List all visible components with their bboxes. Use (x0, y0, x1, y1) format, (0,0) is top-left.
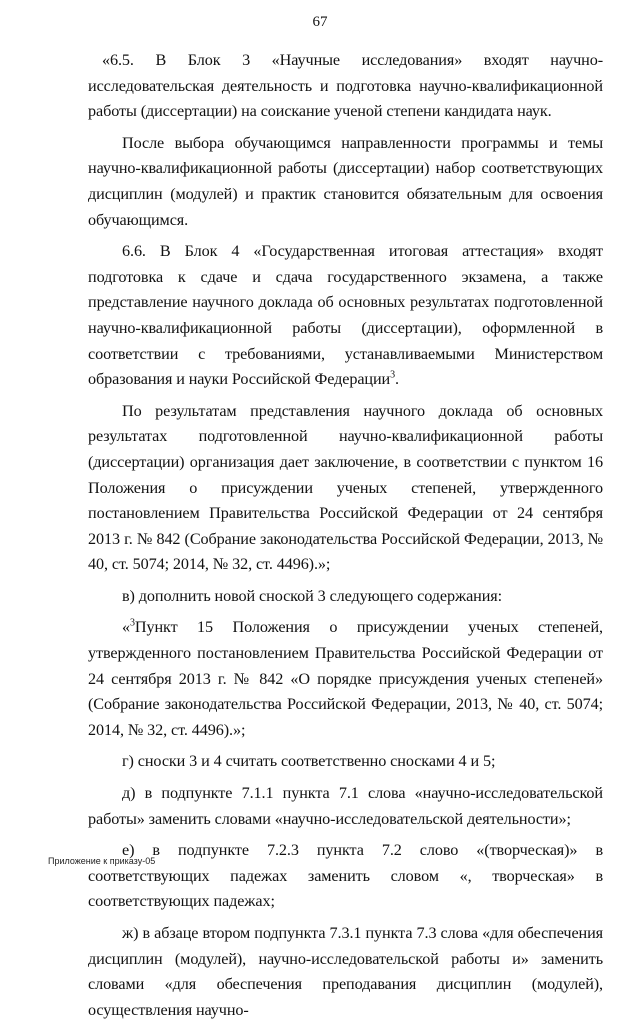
page-number: 67 (312, 14, 328, 30)
footer-note: Приложение к приказу-05 (48, 856, 156, 866)
paragraph-amendment-g: г) сноски 3 и 4 считать соответственно сносками 4 и 5; (122, 752, 496, 771)
paragraph-amendment-e: е) в подпункте 7.2.3 пункта 7.2 слово «(творческая)» в соответствующих падежах заменить словом «, творческая» в соответствующих падежах; (88, 841, 603, 911)
paragraph-amendment-d: д) в подпункте 7.1.1 пункта 7.1 слова «научно-исследовательской работы» заменить словами «научно-исследовательской деятельности»; (88, 784, 603, 828)
paragraph-conclusion: По результатам представления научного доклада об основных результатах подготовленной научно-квалификационной работы (диссертации) организация дает заключение, в соответствии с пунктом 16 Положения о присуждении ученых степеней, утвержденного постановлением Правительства Российской Федерации от 24 сентября 2013 г. № 842 (Собрание законодательства Российской Федерации, 2013, № 40, ст. 5074; 2014, № 32, ст. 4496).»; (88, 401, 603, 574)
paragraph-amendment-zh: ж) в абзаце втором подпункта 7.3.1 пункта 7.3 слова «для обеспечения дисциплин (модулей), научно-исследовательской работы и» заменить словами «для обеспечения преподавания дисциплин (модулей), осуществления научно- (88, 924, 603, 1019)
paragraph-direction-choice: После выбора обучающимся направленности программы и темы научно-квалификационной работы (диссертации) набор соответствующих дисциплин (модулей) и практик становится обязательным для освоения обучающимся. (88, 133, 603, 229)
paragraph-6-5: «6.5. В Блок 3 «Научные исследования» входят научно-исследовательская деятельность и подготовка научно-квалификационной работы (диссертации) на соискание ученой степени кандидата наук. (88, 51, 603, 121)
footnote-mark: 3 (130, 618, 135, 630)
footnote-open-quote: « (122, 618, 130, 637)
paragraph-amendment-v: в) дополнить новой сноской 3 следующего содержания: (122, 586, 503, 605)
footnote-body: Пункт 15 Положения о присуждении ученых степеней, утвержденного постановлением Правительства Российской Федерации от 24 сентября 2013 г. № 842 «О порядке присуждения ученых степеней» (Собрание законодательства Российской Федерации, 2013, № 40, ст. 5074; 2014, № 32, ст. 4496).»; (88, 618, 603, 739)
footnote-reference: 3 (390, 369, 396, 381)
paragraph-footnote-text (88, 615, 603, 743)
paragraph-6-6 (88, 239, 603, 393)
main-text (88, 48, 603, 1029)
paragraph-6-6-end: . (395, 370, 399, 389)
paragraph-6-6-text: 6.6. В Блок 4 «Государственная итоговая аттестация» входят подготовка к сдаче и сдача государственного экзамена, а также представление научного доклада об основных результатах подготовленной научно-квалификационной работы (диссертации), оформленной в соответствии с требованиями, устанавливаемыми Министерством образования и науки Российской Федерации (88, 242, 603, 389)
